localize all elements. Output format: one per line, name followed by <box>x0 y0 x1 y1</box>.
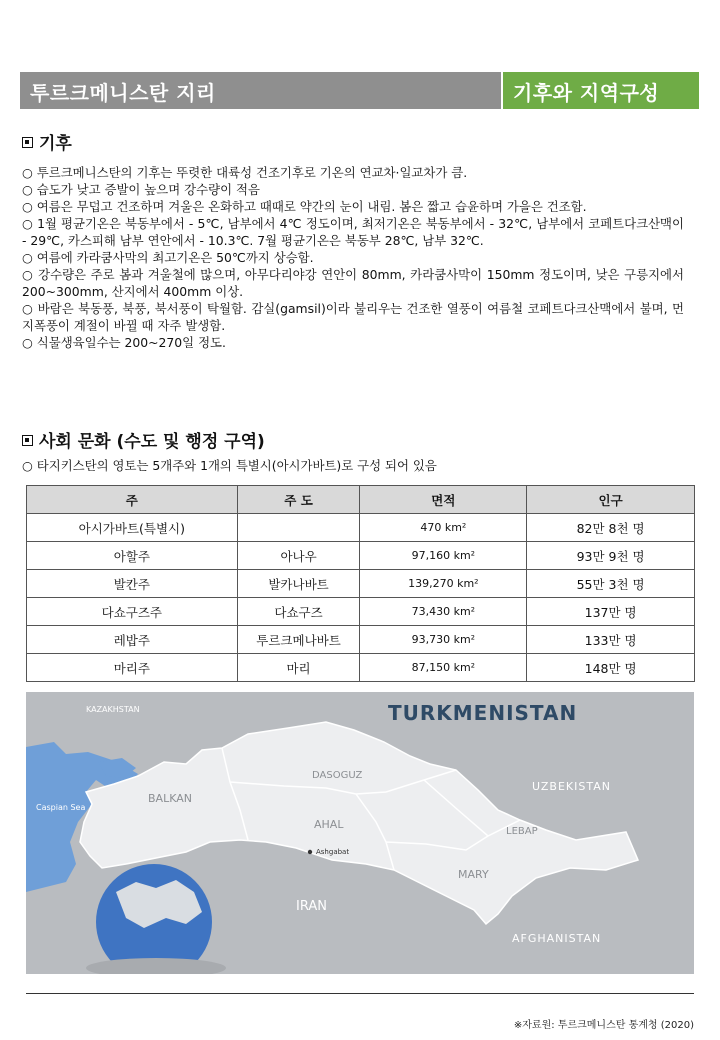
capital-cell: 마리 <box>237 654 360 682</box>
province-cell: 아시가바트(특별시) <box>27 514 238 542</box>
population-cell: 133만 명 <box>527 626 695 654</box>
region-label: LEBAP <box>506 826 538 837</box>
climate-line: ○ 강수량은 주로 봄과 겨울철에 많으며, 아무다리야강 연안이 80mm, 카라쿰사막이 150mm 정도이며, 낮은 구릉지에서 200~300mm, 산지에서 400mm 이상. <box>22 267 684 299</box>
capital-cell: 다쇼구즈 <box>237 598 360 626</box>
population-cell: 93만 9천 명 <box>527 542 695 570</box>
country-label: IRAN <box>296 899 327 914</box>
area-cell: 139,270 km² <box>360 570 527 598</box>
province-cell: 아할주 <box>27 542 238 570</box>
capital-label: Ashgabat <box>316 848 350 856</box>
area-cell: 97,160 km² <box>360 542 527 570</box>
climate-text <box>22 164 684 351</box>
population-cell: 55만 3천 명 <box>527 570 695 598</box>
climate-line: ○ 여름에 카라쿰사막의 최고기온은 50℃까지 상승함. <box>22 250 314 265</box>
table-row <box>27 570 695 598</box>
country-label: KAZAKHSTAN <box>86 705 140 714</box>
map-title: TURKMENISTAN <box>388 701 578 725</box>
column-header: 인구 <box>527 486 695 514</box>
table-header-row <box>27 486 695 514</box>
header-title-bar <box>20 72 501 109</box>
climate-heading: 기후 <box>22 129 72 154</box>
climate-line: ○ 1월 평균기온은 북동부에서 - 5℃, 남부에서 4℃ 정도이며, 최저기온은 북동부에서 - 32℃, 남부에서 코페트다크산맥이 - 29℃, 카스피해 남부 연안에서 - 10.3℃. 7월 평균기온은 북동부 28℃, 남부 32℃. <box>22 216 684 248</box>
society-intro: ○ 타지키스탄의 영토는 5개주와 1개의 특별시(아시가바트)로 구성 되어 있음 <box>22 458 437 473</box>
province-cell: 레밥주 <box>27 626 238 654</box>
column-header: 주 <box>27 486 238 514</box>
population-cell: 148만 명 <box>527 654 695 682</box>
sea-label: Caspian Sea <box>36 803 86 812</box>
source-note: ※자료원: 투르크메니스탄 통계청 (2020) <box>513 1020 694 1031</box>
climate-line: ○ 식물생육일수는 200~270일 정도. <box>22 335 226 350</box>
climate-line: ○ 여름은 무덥고 건조하며 겨울은 온화하고 때때로 약간의 눈이 내림. 봄은 짧고 습윤하며 가을은 건조함. <box>22 199 587 214</box>
country-label: AFGHANISTAN <box>512 932 602 945</box>
climate-line: ○ 습도가 낮고 증발이 높으며 강수량이 적음 <box>22 182 260 197</box>
table-row <box>27 598 695 626</box>
province-cell: 마리주 <box>27 654 238 682</box>
table-row <box>27 514 695 542</box>
region-label: MARY <box>458 868 489 881</box>
table-row <box>27 654 695 682</box>
society-heading: 사회 문화 (수도 및 행정 구역) <box>22 427 265 452</box>
population-cell: 137만 명 <box>527 598 695 626</box>
capital-cell: 투르크메나바트 <box>237 626 360 654</box>
region-label: BALKAN <box>148 792 192 805</box>
capital-cell: 아나우 <box>237 542 360 570</box>
capital-marker-icon <box>308 850 312 854</box>
population-cell: 82만 8천 명 <box>527 514 695 542</box>
region-label: AHAL <box>314 818 344 831</box>
table-row <box>27 626 695 654</box>
capital-cell <box>237 514 360 542</box>
page-title: 투르크메니스탄 지리 <box>30 81 216 105</box>
column-header: 주 도 <box>237 486 360 514</box>
column-header: 면적 <box>360 486 527 514</box>
area-cell: 73,430 km² <box>360 598 527 626</box>
area-cell: 470 km² <box>360 514 527 542</box>
admin-table <box>26 485 695 682</box>
footer-divider <box>26 993 694 994</box>
table-row <box>27 542 695 570</box>
area-cell: 87,150 km² <box>360 654 527 682</box>
square-bullet-icon <box>22 435 33 446</box>
turkmenistan-map <box>26 692 694 974</box>
region-label: DASOGUZ <box>312 770 363 781</box>
section-tag: 기후와 지역구성 <box>513 81 660 105</box>
country-label: UZBEKISTAN <box>532 780 611 793</box>
climate-line: ○ 바람은 북동풍, 북풍, 북서풍이 탁월함. 감실(gamsil)이라 불리우는 건조한 열풍이 여름철 코페트다크산맥에서 불며, 먼지폭풍이 계절이 바뀔 때 자주 발생함. <box>22 301 684 333</box>
page-header <box>20 72 699 109</box>
capital-cell: 발카나바트 <box>237 570 360 598</box>
header-tag-bar <box>503 72 699 109</box>
map-graphic <box>26 692 694 974</box>
climate-line: ○ 투르크메니스탄의 기후는 뚜렷한 대륙성 건조기후로 기온의 연교차·일교차가 큼. <box>22 165 468 180</box>
area-cell: 93,730 km² <box>360 626 527 654</box>
province-cell: 다쇼구즈주 <box>27 598 238 626</box>
province-cell: 발칸주 <box>27 570 238 598</box>
globe-shadow <box>86 958 226 974</box>
square-bullet-icon <box>22 137 33 148</box>
